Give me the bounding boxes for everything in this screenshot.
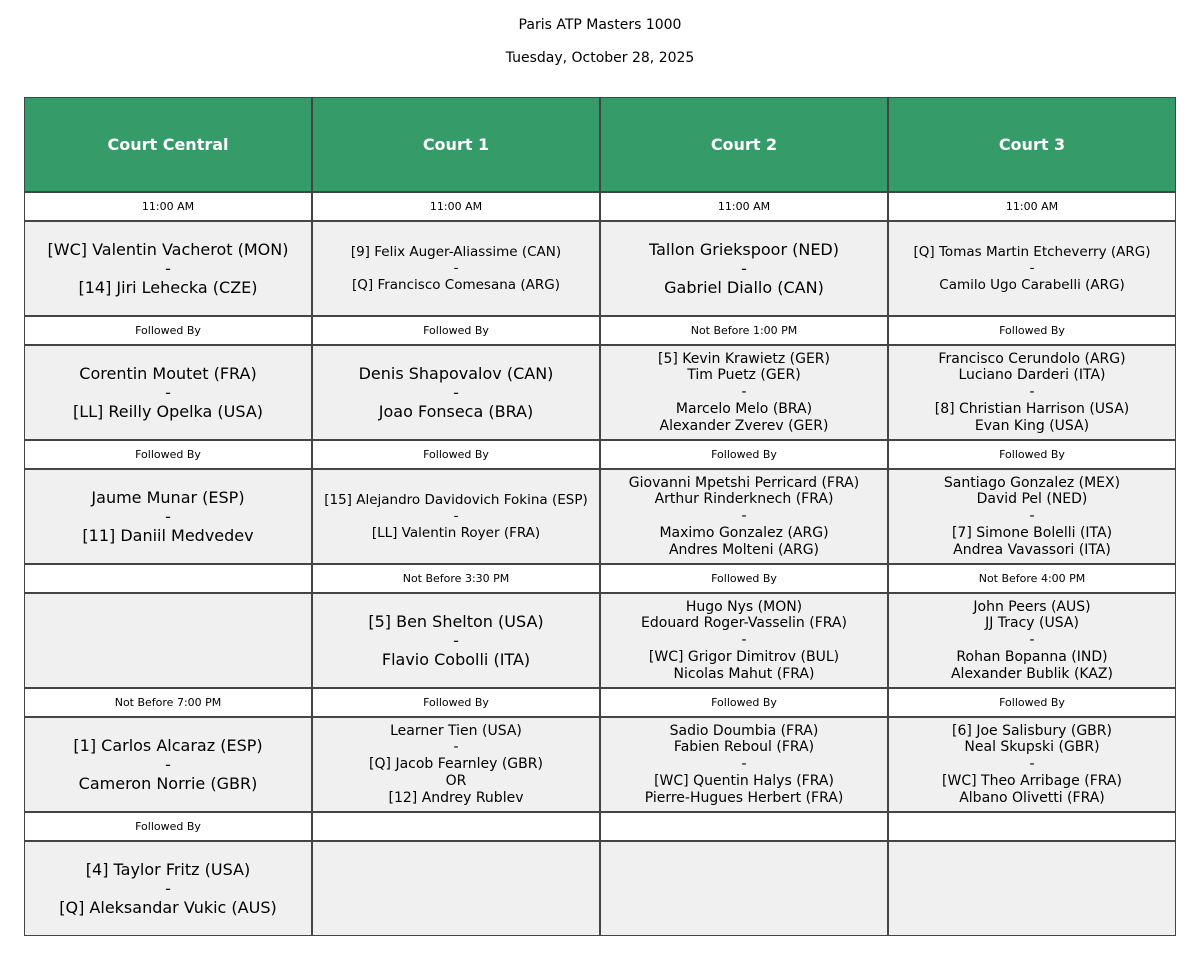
- match-cell: [600, 345, 888, 440]
- match-cell: [600, 469, 888, 564]
- event-title: Paris ATP Masters 1000: [518, 17, 682, 33]
- player-name: David Pel (NED): [976, 491, 1088, 508]
- versus-separator: -: [453, 739, 459, 756]
- player-name: Giovanni Mpetshi Perricard (FRA): [628, 474, 860, 491]
- versus-separator: -: [1029, 756, 1035, 773]
- versus-separator: -: [1029, 384, 1035, 401]
- slot-time-label: 11:00 AM: [24, 192, 312, 221]
- player-name: [Q] Jacob Fearnley (GBR): [369, 756, 543, 773]
- versus-separator: -: [741, 508, 747, 525]
- match-cell: [888, 717, 1176, 812]
- slot-time-label: Followed By: [312, 316, 600, 345]
- slot-time-label: Followed By: [600, 688, 888, 717]
- player-name: Corentin Moutet (FRA): [79, 363, 257, 383]
- versus-separator: -: [453, 508, 459, 525]
- slot-time-label: Not Before 3:30 PM: [312, 564, 600, 593]
- player-name: [WC] Grigor Dimitrov (BUL): [648, 648, 840, 665]
- player-name: [5] Ben Shelton (USA): [368, 611, 544, 631]
- player-name: John Peers (AUS): [973, 598, 1091, 615]
- slot-time-label: Not Before 4:00 PM: [888, 564, 1176, 593]
- player-name: [LL] Reilly Opelka (USA): [72, 402, 264, 422]
- slot-time-label: [24, 564, 312, 593]
- event-date: Tuesday, October 28, 2025: [505, 50, 695, 66]
- player-name: Sadio Doumbia (FRA): [669, 722, 819, 739]
- versus-separator: -: [1029, 508, 1035, 525]
- match-cell: [24, 345, 312, 440]
- match-cell: [600, 717, 888, 812]
- court-header: Court 2: [600, 97, 888, 192]
- slot-time-label: [312, 812, 600, 841]
- player-name: [5] Kevin Krawietz (GER): [658, 350, 830, 367]
- player-name: Tim Puetz (GER): [687, 367, 801, 384]
- slot-time-label: 11:00 AM: [312, 192, 600, 221]
- slot-time-label: Followed By: [600, 440, 888, 469]
- player-name: Arthur Rinderknech (FRA): [654, 491, 834, 508]
- player-name: [6] Joe Salisbury (GBR): [952, 722, 1112, 739]
- empty-cell: [600, 841, 888, 936]
- versus-separator: -: [165, 506, 171, 526]
- player-name: [14] Jiri Lehecka (CZE): [78, 278, 258, 298]
- versus-separator: -: [1029, 632, 1035, 649]
- player-name: [WC] Valentin Vacherot (MON): [47, 239, 289, 259]
- match-cell: [600, 221, 888, 316]
- slot-time-label: Followed By: [888, 440, 1176, 469]
- match-cell: [312, 593, 600, 688]
- slot-time-label: Followed By: [24, 440, 312, 469]
- player-name: Joao Fonseca (BRA): [378, 402, 534, 422]
- versus-separator: -: [453, 382, 459, 402]
- player-name: Hugo Nys (MON): [685, 598, 803, 615]
- player-name: Maximo Gonzalez (ARG): [659, 524, 829, 541]
- versus-separator: -: [165, 258, 171, 278]
- player-name: Andrea Vavassori (ITA): [953, 541, 1111, 558]
- slot-time-label: Not Before 1:00 PM: [600, 316, 888, 345]
- player-name: Alexander Bublik (KAZ): [950, 665, 1113, 682]
- player-name: Denis Shapovalov (CAN): [358, 363, 554, 383]
- player-name: Luciano Darderi (ITA): [958, 367, 1106, 384]
- match-cell: [24, 717, 312, 812]
- order-of-play-table: [24, 97, 1176, 936]
- player-name: [LL] Valentin Royer (FRA): [371, 524, 541, 541]
- match-cell: [24, 841, 312, 936]
- player-name: Learner Tien (USA): [390, 722, 522, 739]
- player-name: Evan King (USA): [974, 417, 1090, 434]
- versus-separator: -: [453, 260, 459, 277]
- slot-time-label: Followed By: [312, 688, 600, 717]
- player-name: Jaume Munar (ESP): [91, 487, 245, 507]
- player-name: Santiago Gonzalez (MEX): [943, 474, 1121, 491]
- player-name: Andres Molteni (ARG): [668, 541, 820, 558]
- player-name: Neal Skupski (GBR): [964, 739, 1100, 756]
- versus-separator: -: [165, 878, 171, 898]
- player-name: Alexander Zverev (GER): [659, 417, 829, 434]
- player-name: [4] Taylor Fritz (USA): [85, 859, 251, 879]
- player-name: [Q] Tomas Martin Etcheverry (ARG): [913, 244, 1151, 261]
- slot-time-label: 11:00 AM: [600, 192, 888, 221]
- match-cell: [888, 221, 1176, 316]
- player-name: Pierre-Hugues Herbert (FRA): [644, 789, 844, 806]
- empty-cell: [312, 841, 600, 936]
- player-name: Gabriel Diallo (CAN): [664, 278, 824, 298]
- slot-time-label: Followed By: [24, 812, 312, 841]
- player-name: Tallon Griekspoor (NED): [649, 239, 839, 259]
- player-name: Albano Olivetti (FRA): [959, 789, 1105, 806]
- player-name: [Q] Aleksandar Vukic (AUS): [59, 898, 277, 918]
- slot-time-label: Followed By: [888, 316, 1176, 345]
- player-name: Camilo Ugo Carabelli (ARG): [939, 276, 1125, 293]
- match-cell: [24, 469, 312, 564]
- slot-time-label: Followed By: [888, 688, 1176, 717]
- match-cell: [888, 345, 1176, 440]
- versus-separator: -: [741, 384, 747, 401]
- match-cell: [312, 717, 600, 812]
- player-name: [12] Andrey Rublev: [388, 789, 524, 806]
- player-name: [WC] Quentin Halys (FRA): [654, 772, 834, 789]
- player-name: [8] Christian Harrison (USA): [934, 400, 1130, 417]
- match-cell: [312, 469, 600, 564]
- slot-time-label: [888, 812, 1176, 841]
- player-name: Cameron Norrie (GBR): [78, 774, 258, 794]
- player-name: [15] Alejandro Davidovich Fokina (ESP): [324, 492, 588, 509]
- player-name: JJ Tracy (USA): [985, 615, 1079, 632]
- match-cell: [312, 345, 600, 440]
- empty-cell: [888, 841, 1176, 936]
- slot-time-label: Followed By: [24, 316, 312, 345]
- court-header: Court 1: [312, 97, 600, 192]
- empty-cell: [24, 593, 312, 688]
- slot-time-label: Followed By: [600, 564, 888, 593]
- player-name: Nicolas Mahut (FRA): [673, 665, 815, 682]
- match-cell: [888, 593, 1176, 688]
- versus-separator: -: [741, 258, 747, 278]
- player-name: Francisco Cerundolo (ARG): [938, 350, 1126, 367]
- court-header: Court Central: [24, 97, 312, 192]
- versus-separator: -: [165, 382, 171, 402]
- court-header: Court 3: [888, 97, 1176, 192]
- versus-separator: -: [741, 756, 747, 773]
- player-name: Fabien Reboul (FRA): [673, 739, 815, 756]
- versus-separator: -: [165, 754, 171, 774]
- versus-separator: -: [453, 630, 459, 650]
- versus-separator: -: [741, 632, 747, 649]
- match-cell: [24, 221, 312, 316]
- player-name: [11] Daniil Medvedev: [82, 526, 254, 546]
- match-cell: [600, 593, 888, 688]
- player-name: Flavio Cobolli (ITA): [381, 650, 531, 670]
- player-name: Edouard Roger-Vasselin (FRA): [641, 615, 847, 632]
- versus-separator: -: [1029, 260, 1035, 277]
- player-name: [9] Felix Auger-Aliassime (CAN): [350, 244, 562, 261]
- player-name: [7] Simone Bolelli (ITA): [951, 524, 1113, 541]
- slot-time-label: Followed By: [312, 440, 600, 469]
- or-separator: OR: [445, 772, 467, 789]
- player-name: [Q] Francisco Comesana (ARG): [352, 276, 560, 293]
- slot-time-label: [600, 812, 888, 841]
- player-name: [1] Carlos Alcaraz (ESP): [73, 735, 263, 755]
- match-cell: [888, 469, 1176, 564]
- match-cell: [312, 221, 600, 316]
- player-name: [WC] Theo Arribage (FRA): [942, 772, 1122, 789]
- player-name: Marcelo Melo (BRA): [675, 400, 813, 417]
- slot-time-label: 11:00 AM: [888, 192, 1176, 221]
- player-name: Rohan Bopanna (IND): [956, 648, 1108, 665]
- slot-time-label: Not Before 7:00 PM: [24, 688, 312, 717]
